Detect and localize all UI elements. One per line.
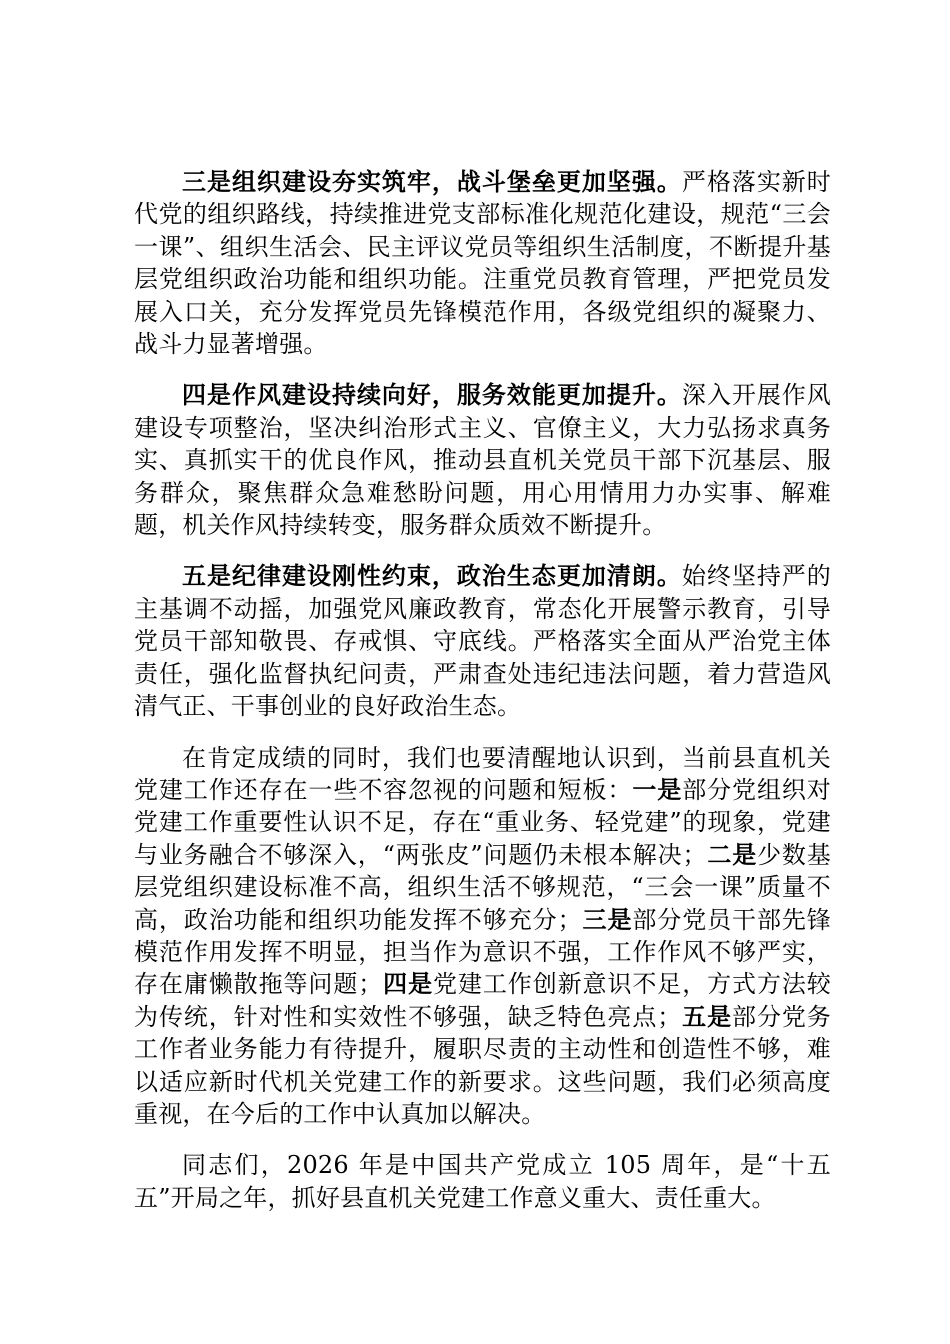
paragraph-text: 始终坚持严的主基调不动摇，加强党风廉政教育，常态化开展警示教育，引导党员干部知敬畏、存戒惧、守底线。严格落实全面从严治党主体责任，强化监督执纪问责，严肃查处违纪违法问题，着力营造风清气正、干事创业的良好政治生态。 bbox=[134, 562, 832, 721]
paragraph-problems bbox=[134, 742, 831, 1131]
paragraph-text: 深入开展作风建设专项整治，坚决纠治形式主义、官僚主义，大力弘扬求真务实、真抓实干的优良作风，推动县直机关党员干部下沉基层、服务群众，聚焦群众急难愁盼问题，用心用情用力办实事、解难题，机关作风持续转变，服务群众质效不断提升。 bbox=[134, 381, 832, 540]
paragraph-text: 部分党务工作者业务能力有待提升，履职尽责的主动性和创造性不够，难以适应新时代机关党建工作的新要求。这些问题，我们必须高度重视，在今后的工作中认真加以解决。 bbox=[134, 1002, 831, 1128]
paragraph-text: 少数基层党组织建设标准不高，组织生活不够规范，“三会一课”质量不高，政治功能和组织功能发挥不够充分； bbox=[134, 840, 831, 934]
paragraph-text: 同志们，2026 年是中国共产党成立 105 周年，是“十五五”开局之年，抓好县直机关党建工作意义重大、责任重大。 bbox=[134, 1151, 831, 1212]
paragraph-heading: 五是纪律建设刚性约束，政治生态更加清朗。 bbox=[182, 561, 682, 591]
paragraph-text: 部分党组织对党建工作重要性认识不足，存在“重业务、轻党建”的现象，党建与业务融合不够深入，“两张皮”问题仍未根本解决； bbox=[134, 775, 832, 869]
paragraph-heading: 四是作风建设持续向好，服务效能更加提升。 bbox=[182, 380, 682, 410]
paragraph-heading: 三是组织建设夯实筑牢，战斗堡垒更加坚强。 bbox=[182, 167, 682, 196]
problem-marker-4: 四是 bbox=[382, 969, 434, 999]
document-body bbox=[134, 166, 831, 1233]
problem-marker-1: 一是 bbox=[632, 774, 683, 804]
paragraph-text: 部分党员干部先锋模范作用发挥不明显，担当作为意识不强，工作作风不够严实，存在庸懒散拖等问题； bbox=[134, 905, 831, 999]
paragraph-discipline bbox=[134, 560, 831, 722]
paragraph-work-style bbox=[134, 379, 831, 541]
problem-marker-3: 三是 bbox=[581, 904, 633, 934]
problem-marker-2: 二是 bbox=[706, 839, 758, 869]
paragraph-text: 在肯定成绩的同时，我们也要清醒地认识到，当前县直机关党建工作还存在一些不容忽视的问题和短板： bbox=[134, 743, 831, 804]
paragraph-organization bbox=[134, 166, 831, 360]
paragraph-text: 严格落实新时代党的组织路线，持续推进党支部标准化规范化建设，规范“三会一课”、组织生活会、民主评议党员等组织生活制度，不断提升基层党组织政治功能和组织功能。注重党员教育管理，严把党员发展入口关，充分发挥党员先锋模范作用，各级党组织的凝聚力、战斗力显著增强。 bbox=[134, 168, 832, 359]
problem-marker-5: 五是 bbox=[681, 1001, 733, 1031]
paragraph-closing bbox=[134, 1149, 831, 1214]
paragraph-text: 党建工作创新意识不足，方式方法较为传统，针对性和实效性不够强，缺乏特色亮点； bbox=[134, 970, 832, 1031]
